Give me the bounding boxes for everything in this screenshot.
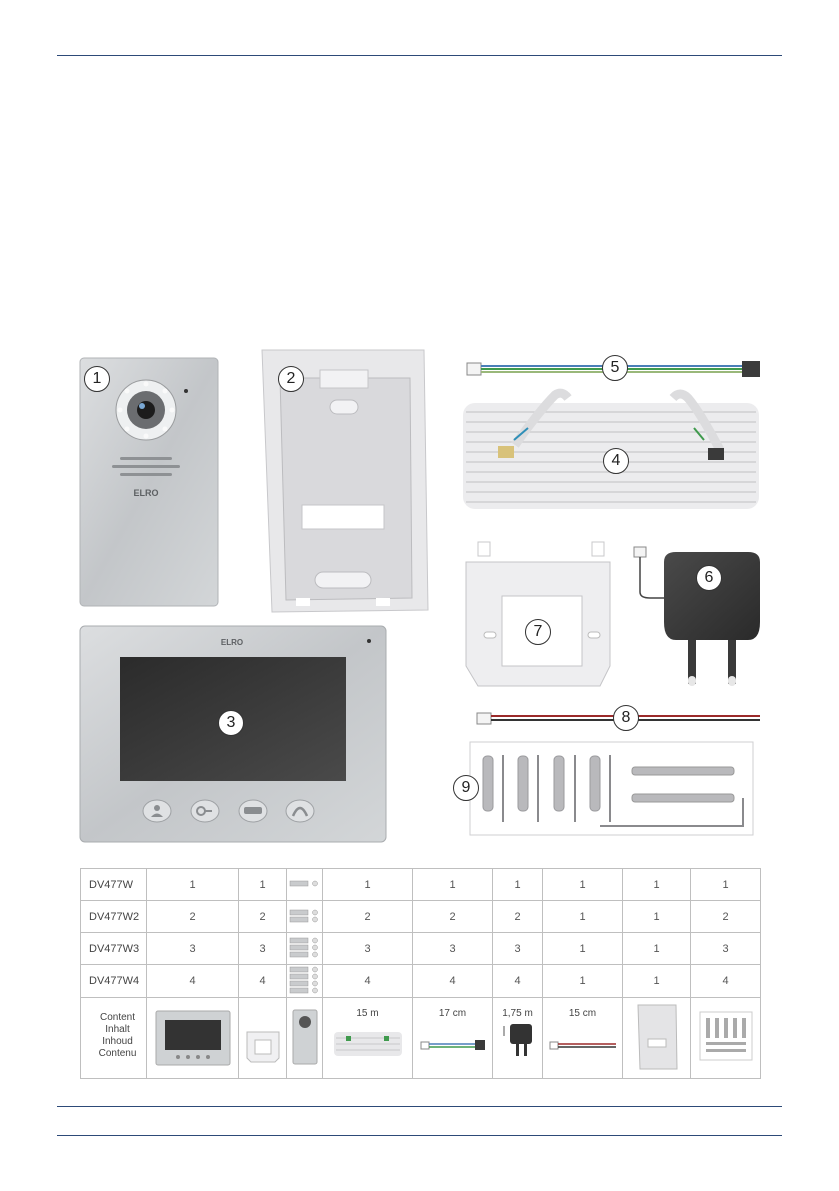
model-cell: DV477W xyxy=(81,869,147,901)
adapter-length: 1,75 m xyxy=(502,1008,533,1019)
footer-rule-top xyxy=(57,1106,782,1107)
thumb-power-wire xyxy=(543,998,623,1079)
content-label-en: Content xyxy=(99,1012,136,1023)
content-label-cell xyxy=(81,998,147,1079)
quantity-cell: 4 xyxy=(493,965,543,998)
thumb-screws xyxy=(691,998,761,1079)
product-illustration xyxy=(0,340,839,860)
table-row xyxy=(81,901,761,933)
callout-9: 9 xyxy=(453,775,479,801)
cable-length: 15 m xyxy=(356,1008,379,1019)
brand-logo-small: ELRO xyxy=(133,488,159,498)
connector-length: 17 cm xyxy=(438,1008,467,1019)
name-plate-cell xyxy=(287,869,323,901)
quantity-cell: 1 xyxy=(543,869,623,901)
power-adapter xyxy=(634,547,760,686)
table-row xyxy=(81,965,761,998)
callout-5: 5 xyxy=(602,355,628,381)
table-row xyxy=(81,869,761,901)
brand-logo-monitor: ELRO xyxy=(220,638,244,647)
quantity-cell: 4 xyxy=(691,965,761,998)
model-cell: DV477W4 xyxy=(81,965,147,998)
callout-1: 1 xyxy=(84,366,110,392)
quantity-cell: 1 xyxy=(147,869,239,901)
thumb-rain-cover xyxy=(623,998,691,1079)
quantity-cell: 1 xyxy=(623,933,691,965)
model-cell: DV477W2 xyxy=(81,901,147,933)
quantity-cell: 4 xyxy=(147,965,239,998)
contents-table xyxy=(80,868,761,1079)
header-rule xyxy=(57,55,782,56)
quantity-cell: 1 xyxy=(493,869,543,901)
table-row xyxy=(81,933,761,965)
content-row xyxy=(81,998,761,1079)
content-label-nl: Inhoud xyxy=(102,1036,133,1047)
quantity-cell: 1 xyxy=(623,901,691,933)
name-plate-cell xyxy=(287,965,323,998)
quantity-cell: 3 xyxy=(413,933,493,965)
thumb-monitor xyxy=(147,998,239,1079)
callout-7: 7 xyxy=(525,619,551,645)
quantity-cell: 1 xyxy=(323,869,413,901)
quantity-cell: 3 xyxy=(691,933,761,965)
quantity-cell: 1 xyxy=(413,869,493,901)
callout-6: 6 xyxy=(696,565,722,591)
screw-set xyxy=(470,742,753,835)
name-plate-cell xyxy=(287,901,323,933)
quantity-cell: 1 xyxy=(543,965,623,998)
quantity-cell: 3 xyxy=(147,933,239,965)
callout-4: 4 xyxy=(603,448,629,474)
quantity-cell: 1 xyxy=(623,965,691,998)
quantity-cell: 4 xyxy=(239,965,287,998)
callout-8: 8 xyxy=(613,705,639,731)
callout-3: 3 xyxy=(218,710,244,736)
model-cell: DV477W3 xyxy=(81,933,147,965)
thumb-bracket xyxy=(239,998,287,1079)
quantity-cell: 1 xyxy=(239,869,287,901)
quantity-cell: 2 xyxy=(147,901,239,933)
power-wire-length: 15 cm xyxy=(568,1008,597,1019)
quantity-cell: 4 xyxy=(413,965,493,998)
quantity-cell: 2 xyxy=(691,901,761,933)
quantity-cell: 2 xyxy=(413,901,493,933)
quantity-cell: 3 xyxy=(239,933,287,965)
content-label-fr: Contenu xyxy=(98,1048,137,1059)
thumb-door-station xyxy=(287,998,323,1079)
content-label-de: Inhalt xyxy=(105,1024,130,1035)
name-plate-cell xyxy=(287,933,323,965)
thumb-connector xyxy=(413,998,493,1079)
quantity-cell: 2 xyxy=(239,901,287,933)
quantity-cell: 3 xyxy=(323,933,413,965)
quantity-cell: 2 xyxy=(323,901,413,933)
footer-rule-bottom xyxy=(57,1135,782,1136)
quantity-cell: 4 xyxy=(323,965,413,998)
door-station xyxy=(80,358,218,606)
thumb-cable xyxy=(323,998,413,1079)
monitor-bracket xyxy=(466,542,610,686)
thumb-adapter xyxy=(493,998,543,1079)
callout-2: 2 xyxy=(278,366,304,392)
quantity-cell: 2 xyxy=(493,901,543,933)
quantity-cell: 1 xyxy=(623,869,691,901)
quantity-cell: 1 xyxy=(543,901,623,933)
quantity-cell: 1 xyxy=(543,933,623,965)
quantity-cell: 3 xyxy=(493,933,543,965)
quantity-cell: 1 xyxy=(691,869,761,901)
